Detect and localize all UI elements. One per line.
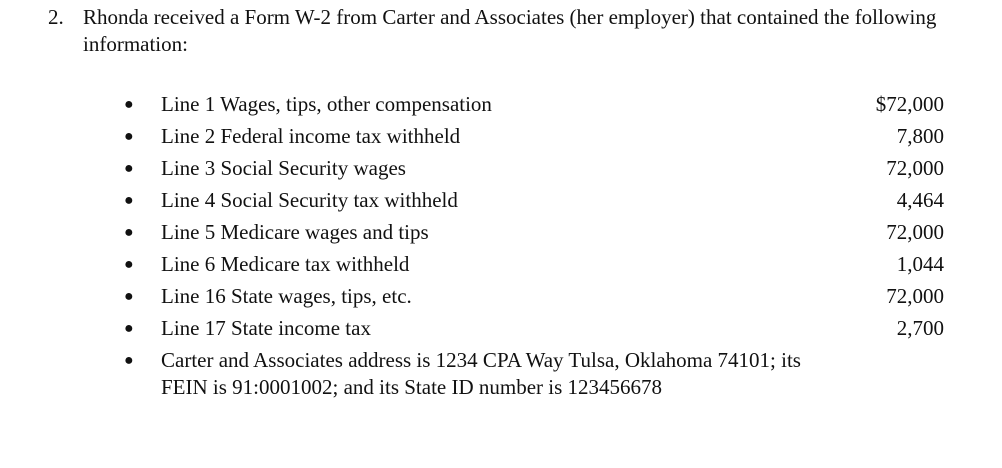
item-amount: 72,000 [886,220,944,244]
list-item [0,315,1002,347]
list-item [0,219,1002,251]
item-amount: 7,800 [896,124,944,148]
bullet-icon: ● [124,160,134,177]
bullet-icon: ● [124,352,134,369]
list-item [0,91,1002,123]
item-label: Line 17 State income tax [161,316,371,340]
question-block [48,4,948,58]
item-label: Line 2 Federal income tax withheld [161,124,461,148]
question-number: 2. [48,5,64,29]
item-label: Line 1 Wages, tips, other compensation [161,92,492,116]
employer-info-item [0,347,1002,428]
question-text: Rhonda received a Form W-2 from Carter and Associates (her employer) that contained the following information: [83,5,937,56]
employer-info-text: Carter and Associates address is 1234 CPA Way Tulsa, Oklahoma 74101; its FEIN is 91:0001002; and its State ID number is 123456678 [161,348,801,399]
item-label: Line 5 Medicare wages and tips [161,220,429,244]
item-amount: $72,000 [875,92,944,116]
list-item [0,251,1002,283]
bullet-icon: ● [124,288,134,305]
list-item [0,187,1002,219]
item-label: Line 6 Medicare tax withheld [161,252,410,276]
item-amount: 72,000 [886,156,944,180]
bullet-icon: ● [124,256,134,273]
list-item [0,283,1002,315]
item-label: Line 16 State wages, tips, etc. [161,284,412,308]
item-amount: 1,044 [896,252,944,276]
item-label: Line 4 Social Security tax withheld [161,188,458,212]
item-amount: 72,000 [886,284,944,308]
bullet-icon: ● [124,224,134,241]
bullet-icon: ● [124,96,134,113]
item-amount: 2,700 [896,316,944,340]
list-item [0,123,1002,155]
bullet-icon: ● [124,320,134,337]
item-amount: 4,464 [896,188,944,212]
bullet-icon: ● [124,128,134,145]
list-item [0,155,1002,187]
w2-info-list [0,91,1002,428]
bullet-icon: ● [124,192,134,209]
item-label: Line 3 Social Security wages [161,156,406,180]
